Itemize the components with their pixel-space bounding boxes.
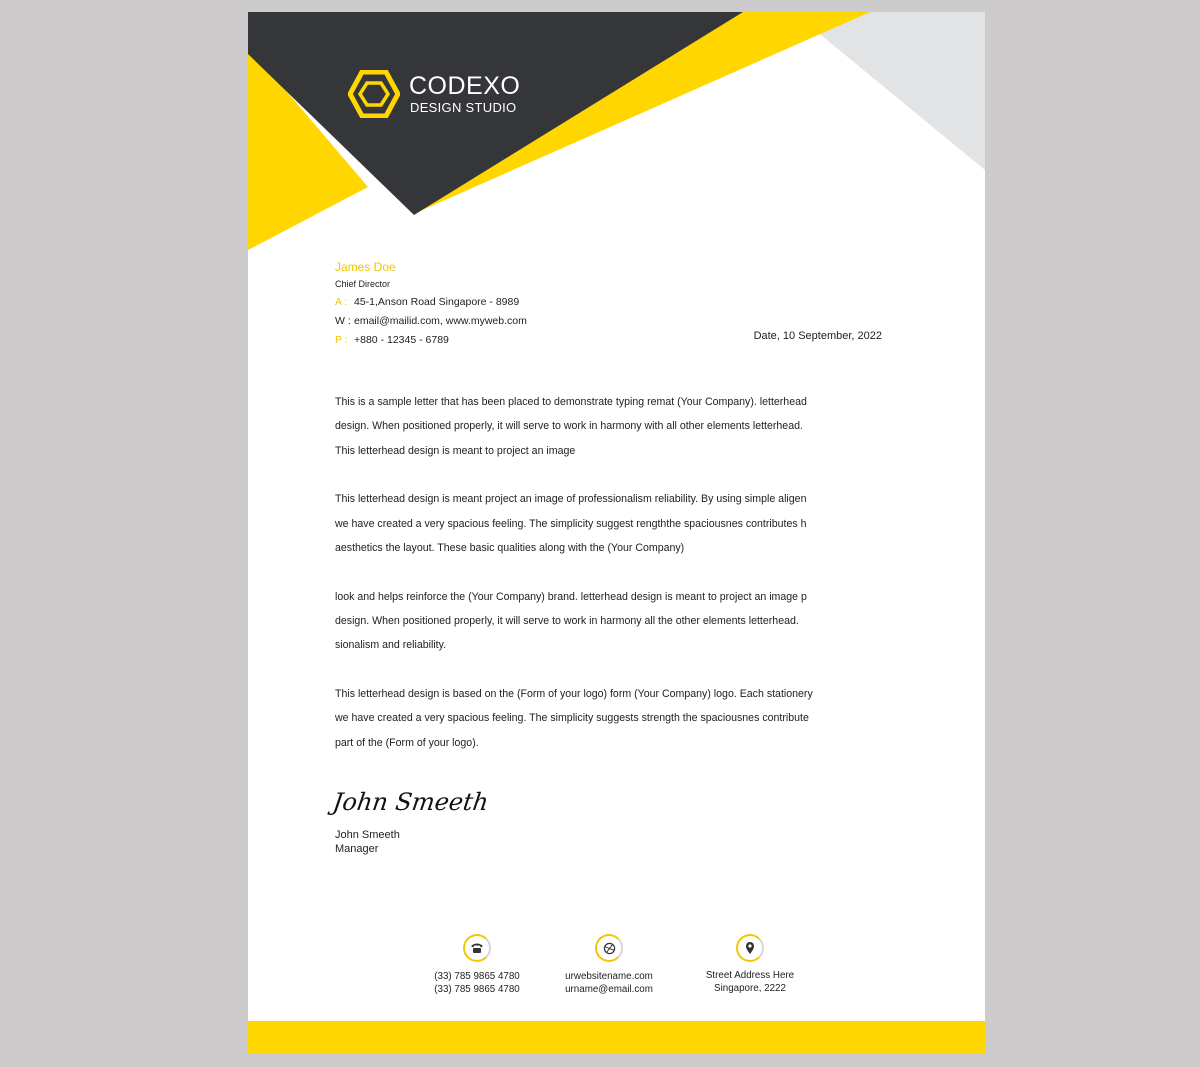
paragraph — [335, 585, 855, 658]
contact-web — [335, 315, 527, 327]
phone-icon — [463, 934, 491, 962]
paragraph-line: This is a sample letter that has been placed to demonstrate typing remat (Your Company). letterhead — [335, 396, 807, 408]
header-graphic — [248, 12, 985, 252]
paragraph-line: sionalism and reliability. — [335, 639, 447, 652]
handwritten-signature: John Smeeth — [331, 788, 491, 816]
hexagon-logo-icon — [348, 70, 400, 118]
footer-address-line-1: Street Address Here — [705, 970, 795, 981]
contact-web-key: W : — [335, 315, 351, 327]
location-pin-icon — [736, 934, 764, 962]
paragraph-line: look and helps reinforce the (Your Company) brand. letterhead design is meant to project an image p — [335, 590, 807, 603]
contact-phone-key: P : — [335, 334, 348, 346]
globe-icon — [595, 934, 623, 962]
brand-name: CODEXO — [409, 72, 521, 100]
contact-address-value: 45-1,Anson Road Singapore - 8989 — [354, 296, 520, 308]
letter-body — [335, 390, 855, 780]
sender-name: James Doe — [335, 260, 396, 274]
paragraph-line: This letterhead design is meant to project an image — [335, 444, 576, 457]
paragraph — [335, 682, 855, 755]
footer-address-line-2: Singapore, 2222 — [714, 983, 786, 994]
brand-subtitle: DESIGN STUDIO — [410, 100, 517, 115]
footer-web — [539, 934, 679, 996]
paragraph — [335, 390, 855, 463]
paragraph — [335, 487, 855, 560]
paragraph-line: we have created a very spacious feeling. The simplicity suggest rengththe spaciousnes contributes h — [335, 517, 807, 530]
footer-accent-bar — [248, 1021, 985, 1054]
footer-phone-line-2: (33) 785 9865 4780 — [434, 984, 520, 995]
paragraph-line: aesthetics the layout. These basic qualities along with the (Your Company) — [335, 541, 685, 554]
letter-date: Date, 10 September, 2022 — [753, 330, 882, 342]
paragraph-line: This letterhead design is based on the (Form of your logo) form (Your Company) logo. Each stationery — [335, 688, 813, 701]
contact-address-key: A : — [335, 296, 348, 308]
contact-web-value: email@mailid.com, www.myweb.com — [354, 315, 527, 327]
paragraph-line: part of the (Form of your logo). — [335, 736, 479, 749]
letterhead-page — [248, 12, 985, 1054]
paragraph-line: This letterhead design is meant project an image of professionalism reliability. By using simple aligen — [335, 493, 807, 506]
paragraph-line: we have created a very spacious feeling. The simplicity suggests strength the spaciousnes contribute — [335, 712, 809, 725]
signatory-role: Manager — [335, 843, 379, 855]
contact-phone-value: +880 - 12345 - 6789 — [354, 334, 449, 346]
sender-title: Chief Director — [335, 279, 391, 289]
paragraph-line: design. When positioned properly, it will serve to work in harmony all the other elements letterhead. — [335, 615, 799, 628]
footer-phone-line-1: (33) 785 9865 4780 — [434, 971, 520, 982]
paragraph-line: design. When positioned properly, it will serve to work in harmony with all other elements letterhead. — [335, 420, 803, 433]
footer-address — [680, 934, 820, 995]
contact-phone — [335, 334, 449, 346]
signatory-name: John Smeeth — [335, 829, 400, 841]
footer-email[interactable]: urname@email.com — [565, 984, 653, 995]
contact-address — [335, 296, 519, 308]
footer-website[interactable]: urwebsitename.com — [565, 971, 653, 982]
footer-phone — [407, 934, 547, 996]
